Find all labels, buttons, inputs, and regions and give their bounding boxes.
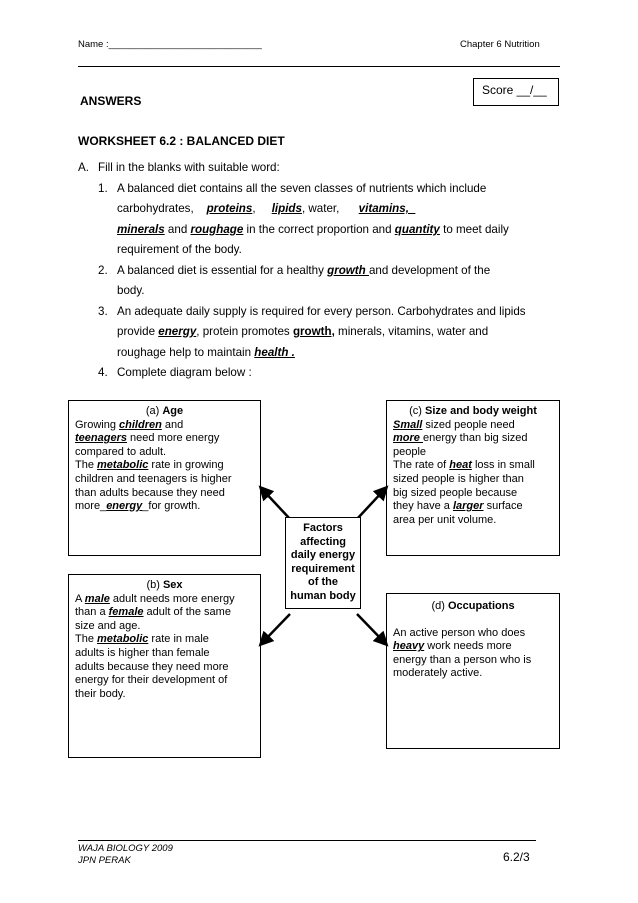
q1-number: 1.	[98, 182, 108, 195]
page-number: 6.2/3	[503, 850, 530, 864]
q1-line-1: A balanced diet contains all the seven classes of nutrients which include	[117, 182, 487, 195]
q3-line-2: provide energy, protein promotes growth, minerals, vitamins, water and	[117, 325, 489, 338]
answer-heat: heat	[449, 459, 472, 472]
q2-line-1: A balanced diet is essential for a healthy growth and development of the	[117, 264, 491, 277]
q4-number: 4.	[98, 366, 108, 379]
answer-larger: larger	[452, 500, 484, 513]
answer-health: health .	[254, 346, 295, 359]
worksheet-title: WORKSHEET 6.2 : BALANCED DIET	[78, 134, 285, 148]
q2-line-2: body.	[117, 284, 145, 297]
answer-vitamins: vitamins,_	[358, 202, 416, 215]
answer-growth: growth	[327, 264, 369, 277]
arrow-to-age	[262, 489, 290, 519]
answer-more: more	[393, 432, 423, 445]
answer-small: Small	[393, 418, 423, 431]
answer-metabolic-sex: metabolic	[97, 633, 149, 646]
center-factors-box: Factors affecting daily energy requirement of the human body	[285, 517, 361, 609]
footer-rule	[78, 840, 536, 841]
arrow-to-sex	[262, 614, 290, 643]
section-a-instruction: Fill in the blanks with suitable word:	[98, 161, 280, 174]
arrow-to-size	[357, 489, 385, 519]
occupations-heading: (d) Occupations	[431, 600, 515, 612]
q1-line-4: requirement of the body.	[117, 243, 242, 256]
q1-line-2: carbohydrates, proteins, lipids, water, vitamins,_	[117, 202, 416, 215]
chapter-label: Chapter 6 Nutrition	[460, 39, 540, 50]
answers-title: ANSWERS	[80, 94, 142, 108]
answer-energy-age: energy	[106, 500, 143, 513]
q2-number: 2.	[98, 264, 108, 277]
answer-female: female	[108, 606, 144, 619]
answer-male: male	[84, 592, 110, 605]
answer-minerals: minerals	[117, 223, 165, 236]
name-field-label: Name :_____________________________	[78, 39, 262, 50]
age-box: (a) Age Growing children and teenagers need more energy compared to adult. The metabolic rate in growing children and teenagers is higher than adults because they need more_energy_for growth.	[68, 400, 261, 556]
sex-heading: (b) Sex	[146, 579, 183, 591]
answer-teenagers: teenagers	[75, 432, 127, 445]
score-box: Score __/__	[473, 78, 559, 106]
age-heading: (a) Age	[145, 405, 184, 417]
size-heading: (c) Size and body weight	[409, 405, 537, 417]
answer-roughage: roughage	[190, 223, 244, 236]
footer-line-2: JPN PERAK	[78, 855, 131, 866]
arrow-to-occupations	[357, 614, 385, 643]
q3-line-3: roughage help to maintain health .	[117, 346, 295, 359]
answer-proteins: proteins	[206, 202, 253, 215]
occupations-box: (d) Occupations An active person who does heavy work needs more energy than a person who is moderately active.	[386, 593, 560, 749]
answer-metabolic: metabolic	[97, 459, 149, 472]
q1-line-3: minerals and roughage in the correct proportion and quantity to meet daily	[117, 223, 509, 236]
answer-children: children	[119, 418, 162, 431]
size-box: (c) Size and body weight Small sized people need more energy than big sized people The rate of heat loss in small sized people is higher than big sized people because they have a larger surface area per unit volume.	[386, 400, 560, 556]
answer-heavy: heavy	[393, 640, 425, 653]
q4-text: Complete diagram below :	[117, 366, 252, 379]
q3-line-1: An adequate daily supply is required for every person. Carbohydrates and lipids	[117, 305, 526, 318]
q3-number: 3.	[98, 305, 108, 318]
answer-quantity: quantity	[394, 223, 440, 236]
sex-box: (b) Sex A male adult needs more energy than a female adult of the same size and age. The metabolic rate in male adults is higher than female adults because they need more energy for their development of their body.	[68, 574, 261, 758]
answer-lipids: lipids	[271, 202, 302, 215]
answer-energy: energy	[158, 325, 197, 338]
footer-line-1: WAJA BIOLOGY 2009	[78, 843, 173, 854]
section-a-marker: A.	[78, 161, 89, 174]
answer-growth-2: growth,	[292, 325, 335, 338]
